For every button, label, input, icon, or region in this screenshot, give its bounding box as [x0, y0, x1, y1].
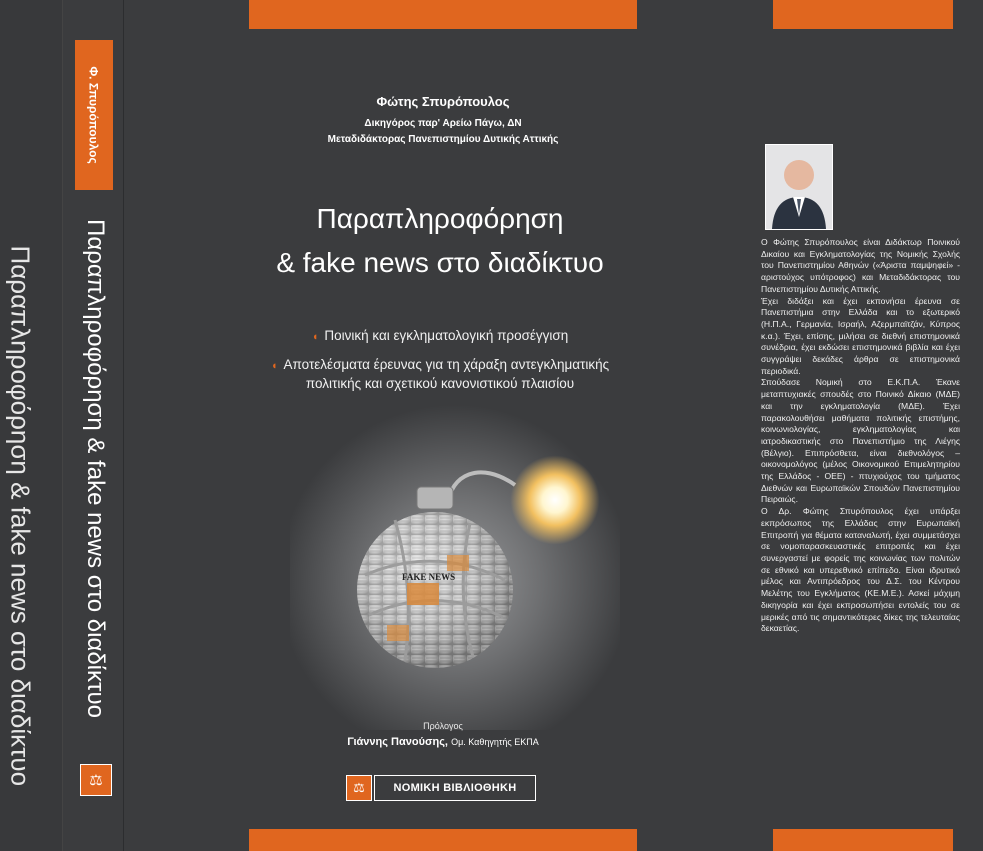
author-affiliation: Μεταδιδάκτορας Πανεπιστημίου Δυτικής Αττικής: [327, 134, 559, 145]
prologue-label: Πρόλογος: [423, 721, 463, 731]
scales-icon: ⚖: [346, 775, 372, 801]
bomb-headline: FAKE NEWS: [402, 572, 456, 582]
author-role: Δικηγόρος παρ' Αρείω Πάγω, ΔΝ: [364, 118, 522, 129]
person-icon: [766, 145, 832, 229]
bullet-icon: ◖: [311, 331, 319, 343]
newspaper-bomb-illustration: [355, 485, 515, 670]
left-flap: [0, 0, 62, 851]
prologue-title: Ομ. Καθηγητής ΕΚΠΑ: [451, 737, 539, 747]
bullet-text: Ποινική και εγκληματολογική προσέγγιση: [324, 328, 569, 343]
bio-paragraph: Ο Φώτης Σπυρόπουλος είναι Διδάκτωρ Ποινικού Δικαίου και Εγκληματολογίας της Νομικής Σχολής του Πανεπιστημίου Αθηνών («Άριστα παμψηφεί» - αριστούχος υπότροφος) και Μεταδιδάκτορας του Πανεπιστημίου Δυτικής Αττικής.: [761, 237, 960, 294]
prologue-author: [249, 736, 637, 748]
author-photo: [765, 144, 833, 230]
spark-icon: [510, 455, 600, 545]
publisher-logo: [346, 775, 536, 801]
bio-paragraph: Έχει διδάξει και έχει εκπονήσει έρευνα σε Πανεπιστήμια στην Ελλάδα και το εξωτερικό (Η.Π.Α., Γερμανία, Ισραήλ, Αζερμπαϊτζάν, Κύπρος κ.α.). Έχει, επίσης, μιλήσει σε διεθνή επιστημονικά συνέδρια, έχει εκδώσει επιστημονικά βιβλία και έχει συγγράψει δεκάδες άρθρα σε επιστημονικά περιοδικά.: [761, 295, 960, 376]
spine-title: Παραπληροφόρηση & fake news στο διαδίκτυο: [82, 219, 109, 718]
top-accent-bar: [249, 0, 637, 29]
bottom-accent-bar: [249, 829, 637, 851]
bio-paragraph: Σπούδασε Νομική στο Ε.Κ.Π.Α. Έκανε μεταπτυχιακές σπουδές στο Ποινικό Δίκαιο (ΜΔΕ) και την εγκληματολογία (ΜΔΕ). Έχει παρακολουθήσει μαθήματα πολιτικής επιστήμης, κοινωνιολογίας, εγκληματολογίας και ιατροδικαστικής στο Πανεπιστήμιο της Λιέγης (Βέλγιο). Επιπρόσθετα, είναι διεθνολόγος – οικονομολόγος (μέλος Οικονομικού Επιμελητηρίου της Ελλάδος - ΟΕΕ) - πτυχιούχος του τμήματος Διεθνών και Ευρωπαϊκών Σπουδών Πανεπιστημίου Πειραιώς.: [761, 377, 960, 505]
spine-author: [75, 40, 113, 190]
author-bio: [761, 237, 960, 635]
scales-icon: ⚖: [80, 764, 112, 796]
feature-bullet: [180, 327, 700, 346]
publisher-name: ΝΟΜΙΚΗ ΒΙΒΛΙΟΘΗΚΗ: [374, 775, 536, 801]
bullet-icon: ◖: [270, 360, 278, 372]
bullet-text: Αποτελέσματα έρευνας για τη χάραξη αντεγκληματικής: [283, 357, 610, 372]
book-title-line1: Παραπληροφόρηση: [316, 203, 564, 234]
back-bottom-accent-bar: [773, 829, 953, 851]
bio-paragraph: Ο Δρ. Φώτης Σπυρόπουλος έχει υπάρξει εκπρόσωπος της Ελλάδας στην Ευρωπαϊκή Επιτροπή για θέματα καταναλωτή, έχει συμμετάσχει σε νομοπαρασκευαστικές επιτροπές και έχει συνεργαστεί με φορείς της κοινωνίας των πολιτών σε εθνικό και υπερεθνικό επίπεδο. Είναι ιδρυτικό μέλος και Αντιπρόεδρος του Δ.Σ. του Κέντρου Μελέτης του Εγκλήματος (ΚΕ.Μ.Ε.). Ασκεί μάχιμη δικηγορία και έχει εκπροσωπήσει εντολείς του σε μερικές από τις σημαντικότερες δίκες της τελευταίας δεκαετίας.: [761, 506, 960, 634]
back-top-accent-bar: [773, 0, 953, 29]
spine-author-text: Φ. Σπυρόπουλος: [87, 66, 101, 164]
author-name: Φώτης Σπυρόπουλος: [376, 94, 510, 109]
prologue-name: Γιάννης Πανούσης,: [347, 736, 448, 748]
feature-bullet: [180, 356, 700, 393]
bullet-text: πολιτικής και σχετικού κανονιστικού πλαισίου: [305, 376, 575, 391]
book-title-line2: & fake news στο διαδίκτυο: [276, 247, 604, 278]
left-flap-title: Παραπληροφόρηση & fake news στο διαδίκτυο: [5, 245, 36, 787]
